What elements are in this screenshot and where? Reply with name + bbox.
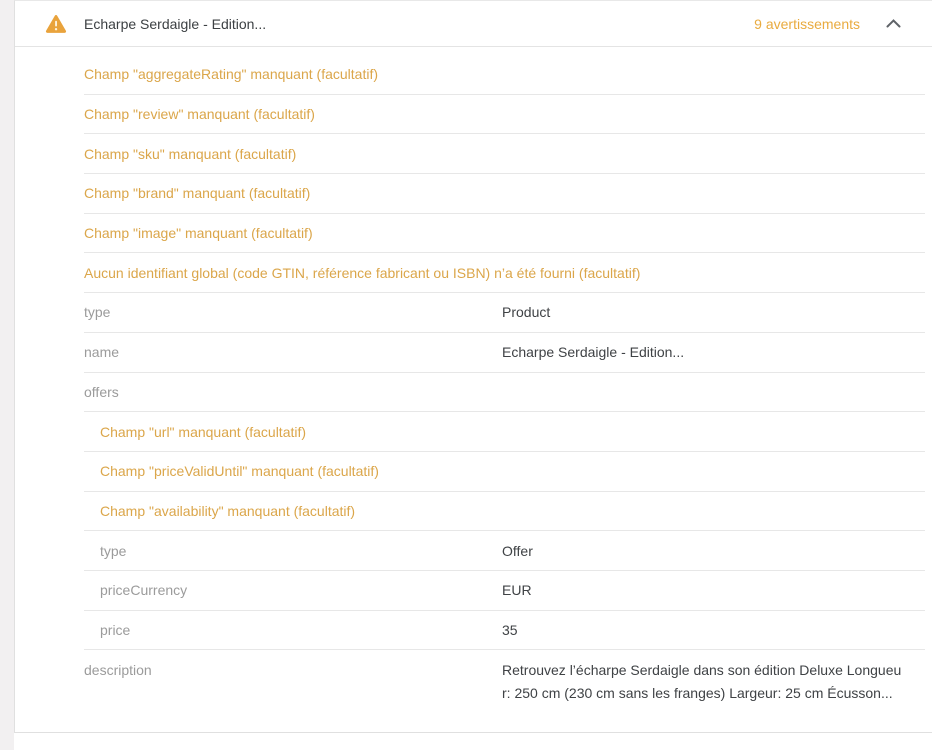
warning-text: Champ "availability" manquant (facultatif) bbox=[100, 502, 356, 519]
property-value: Retrouvez l’écharpe Serdaigle dans son édition Deluxe Longueur: 250 cm (230 cm sans les franges) Largeur: 25 cm Écusson... bbox=[502, 662, 902, 702]
product-title: Echarpe Serdaigle - Edition... bbox=[84, 15, 267, 32]
property-label: type bbox=[100, 542, 127, 559]
property-row-offer-type[interactable] bbox=[84, 531, 925, 571]
warning-row-availability[interactable] bbox=[84, 492, 925, 532]
property-label: priceCurrency bbox=[100, 582, 188, 599]
property-row-name[interactable] bbox=[84, 333, 925, 373]
property-value: Echarpe Serdaigle - Edition... bbox=[502, 344, 685, 361]
warning-text: Champ "aggregateRating" manquant (facultatif) bbox=[84, 66, 378, 83]
page-gutter bbox=[0, 0, 14, 750]
warning-row-url[interactable] bbox=[84, 412, 925, 452]
warning-text: Champ "url" manquant (facultatif) bbox=[100, 423, 307, 440]
warning-row-review[interactable] bbox=[84, 95, 925, 135]
warning-row-image[interactable] bbox=[84, 214, 925, 254]
property-row-price[interactable] bbox=[84, 611, 925, 651]
property-row-offers[interactable] bbox=[84, 373, 925, 413]
property-label: price bbox=[100, 621, 131, 638]
property-label: type bbox=[84, 304, 111, 321]
product-header[interactable] bbox=[15, 1, 932, 47]
structured-data-result-card bbox=[14, 0, 932, 733]
warning-row-aggregateRating[interactable] bbox=[84, 55, 925, 95]
property-value: Product bbox=[502, 304, 551, 321]
warning-triangle-icon bbox=[45, 14, 67, 34]
warning-text: Champ "image" manquant (facultatif) bbox=[84, 225, 313, 242]
property-label: description bbox=[84, 662, 152, 679]
warning-text: Champ "review" manquant (facultatif) bbox=[84, 106, 315, 123]
chevron-up-icon[interactable] bbox=[886, 19, 901, 28]
warning-text: Aucun identifiant global (code GTIN, référence fabricant ou ISBN) n’a été fourni (facultatif) bbox=[84, 264, 641, 281]
property-label: offers bbox=[84, 383, 119, 400]
property-row-type[interactable] bbox=[84, 293, 925, 333]
property-row-description[interactable] bbox=[84, 650, 925, 710]
property-value: Offer bbox=[502, 542, 533, 559]
warning-row-global-identifier[interactable] bbox=[84, 253, 925, 293]
property-value: 35 bbox=[502, 621, 518, 638]
warning-text: Champ "priceValidUntil" manquant (facultatif) bbox=[100, 463, 379, 480]
property-table bbox=[84, 47, 925, 710]
property-value: EUR bbox=[502, 582, 532, 599]
warning-text: Champ "brand" manquant (facultatif) bbox=[84, 185, 311, 202]
property-row-priceCurrency[interactable] bbox=[84, 571, 925, 611]
warning-row-brand[interactable] bbox=[84, 174, 925, 214]
warning-row-sku[interactable] bbox=[84, 134, 925, 174]
property-label: name bbox=[84, 344, 120, 361]
warning-row-priceValidUntil[interactable] bbox=[84, 452, 925, 492]
warnings-count-badge: 9 avertissements bbox=[754, 15, 860, 32]
warning-text: Champ "sku" manquant (facultatif) bbox=[84, 145, 297, 162]
